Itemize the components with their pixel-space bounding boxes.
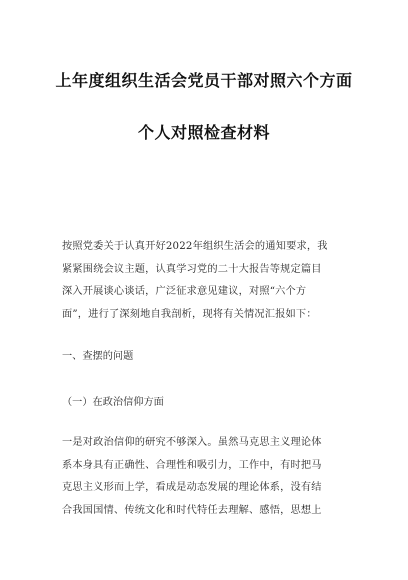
subsection-heading: （一）在政治信仰方面: [62, 397, 164, 408]
document-title-line-1: 上年度组织生活会党员干部对照六个方面: [55, 71, 353, 90]
body-line: 一是对政治信仰的研究不够深入。虽然马克思主义理论体: [62, 437, 322, 448]
intro-line: 深入开展谈心谈话，广泛征求意见建议，对照“六个方: [62, 286, 307, 297]
intro-line: 面”，进行了深刻地自我剖析，现将有关情况汇报如下：: [62, 308, 317, 320]
intro-line: 紧紧围绕会议主题，认真学习党的二十大报告等规定篇目: [62, 263, 322, 275]
intro-line: 按照党委关于认真开好2022年组织生活会的通知要求，我: [62, 241, 328, 252]
body-line: 合我国国情、传统文化和时代特任去理解、感悟，思想上: [62, 504, 322, 516]
body-line: 克思主义形而上学，看成是动态发展的理论体系，没有结: [62, 482, 322, 493]
body-paragraph: [62, 432, 350, 522]
intro-paragraph: [62, 236, 350, 326]
body-line: 系本身具有正确性、合理性和吸引力，工作中，有时把马: [62, 459, 322, 471]
document-title-line-2: 个人对照检查材料: [137, 123, 270, 142]
section-heading: 一、查摆的问题: [62, 351, 134, 362]
